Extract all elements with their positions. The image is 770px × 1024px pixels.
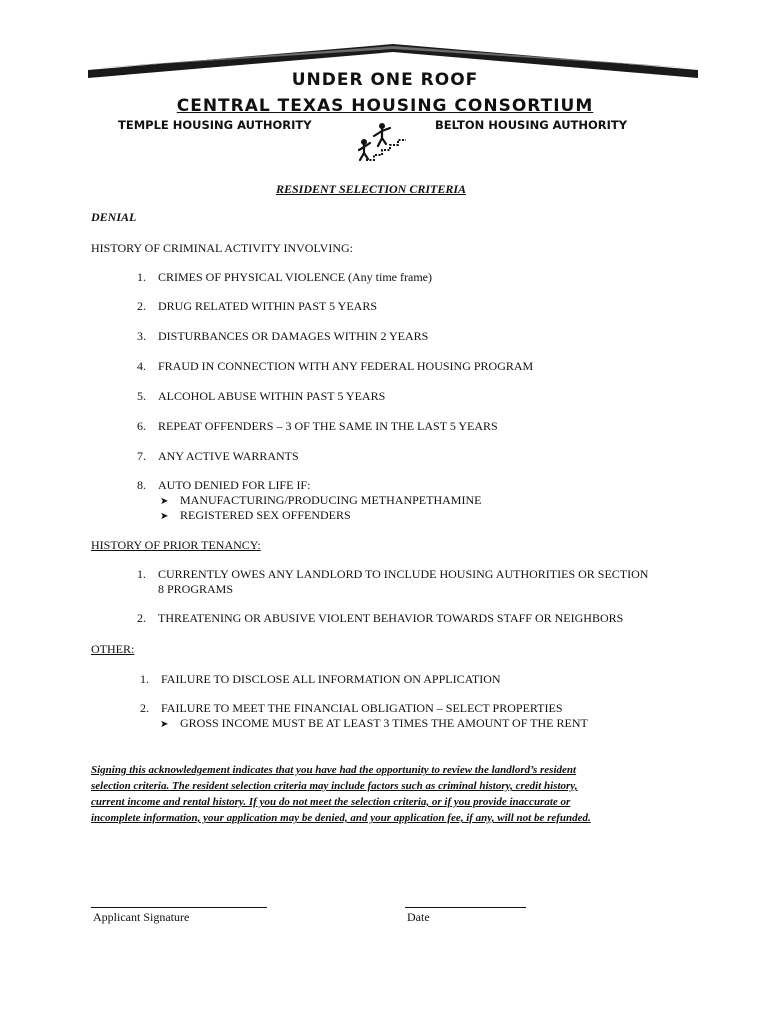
item-text: FRAUD IN CONNECTION WITH ANY FEDERAL HOUSING PROGRAM: [158, 359, 534, 373]
date-label: Date: [407, 910, 430, 924]
date-signature-line[interactable]: [405, 907, 526, 908]
item-number: 3.: [137, 329, 146, 343]
item-number: 4.: [137, 359, 146, 373]
acknowledgement-line: Signing this acknowledgement indicates that you have had the opportunity to review the landlord’s resident: [91, 764, 577, 776]
tenancy-history-heading: HISTORY OF PRIOR TENANCY:: [91, 538, 261, 552]
item-number: 5.: [137, 389, 146, 403]
acknowledgement-paragraph: [91, 762, 691, 826]
criminal-item: [137, 389, 697, 404]
item-number: 7.: [137, 449, 146, 463]
criminal-item: [137, 329, 697, 344]
document-title: RESIDENT SELECTION CRITERIA: [275, 182, 467, 196]
tenancy-item: [137, 611, 697, 626]
item-number: 2.: [140, 701, 149, 715]
item-number: 6.: [137, 419, 146, 433]
item-text: DRUG RELATED WITHIN PAST 5 YEARS: [158, 299, 378, 313]
criminal-history-heading: HISTORY OF CRIMINAL ACTIVITY INVOLVING:: [91, 241, 354, 255]
tenancy-item-continuation: 8 PROGRAMS: [158, 582, 234, 596]
item-text: CURRENTLY OWES ANY LANDLORD TO INCLUDE HOUSING AUTHORITIES OR SECTION: [158, 567, 649, 581]
acknowledgement-line: current income and rental history. If you do not meet the selection criteria, or if you provide inaccurate or: [91, 796, 571, 808]
item-number: 2.: [137, 611, 146, 625]
acknowledgement-line: selection criteria. The resident selection criteria may include factors such as criminal history, credit history,: [91, 780, 578, 792]
arrow-bullet-icon: ➤: [160, 496, 169, 507]
header-line2: CENTRAL TEXAS HOUSING CONSORTIUM: [176, 96, 594, 116]
bullet-item: [160, 508, 351, 523]
applicant-signature-label: Applicant Signature: [93, 910, 190, 924]
criminal-item: [137, 419, 697, 434]
criminal-item: [137, 478, 697, 493]
other-item: [140, 672, 700, 687]
temple-authority: TEMPLE HOUSING AUTHORITY: [118, 118, 312, 132]
other-item: [140, 701, 700, 716]
bullet-text: MANUFACTURING/PRODUCING METHANPETHAMINE: [180, 493, 482, 507]
item-number: 8.: [137, 478, 146, 492]
item-text: ALCOHOL ABUSE WITHIN PAST 5 YEARS: [158, 389, 386, 403]
other-heading: OTHER:: [91, 642, 135, 656]
bullet-text: REGISTERED SEX OFFENDERS: [180, 508, 351, 522]
criminal-item: [137, 270, 697, 285]
arrow-bullet-icon: ➤: [160, 511, 169, 522]
item-text: DISTURBANCES OR DAMAGES WITHIN 2 YEARS: [158, 329, 429, 343]
item-text: FAILURE TO MEET THE FINANCIAL OBLIGATION – SELECT PROPERTIES: [161, 701, 563, 715]
item-text: THREATENING OR ABUSIVE VIOLENT BEHAVIOR TOWARDS STAFF OR NEIGHBORS: [158, 611, 624, 625]
item-number: 1.: [140, 672, 149, 686]
item-text: CRIMES OF PHYSICAL VIOLENCE (Any time frame): [158, 270, 432, 284]
tenancy-item: [137, 567, 697, 582]
belton-authority: BELTON HOUSING AUTHORITY: [435, 118, 628, 132]
people-climbing-stairs-icon: [352, 122, 418, 164]
arrow-bullet-icon: ➤: [160, 719, 169, 730]
denial-heading: DENIAL: [91, 210, 137, 224]
item-text: AUTO DENIED FOR LIFE IF:: [158, 478, 311, 492]
criminal-item: [137, 299, 697, 314]
header-line1: UNDER ONE ROOF: [291, 70, 479, 90]
applicant-signature-line[interactable]: [91, 907, 267, 908]
item-number: 2.: [137, 299, 146, 313]
bullet-item: [160, 716, 588, 731]
acknowledgement-line: incomplete information, your application may be denied, and your application fee, if any, will not be refunded.: [91, 812, 591, 824]
item-text: REPEAT OFFENDERS – 3 OF THE SAME IN THE LAST 5 YEARS: [158, 419, 498, 433]
bullet-item: [160, 493, 481, 508]
item-text: FAILURE TO DISCLOSE ALL INFORMATION ON APPLICATION: [161, 672, 501, 686]
criminal-item: [137, 449, 697, 464]
criminal-item: [137, 359, 697, 374]
bullet-text: GROSS INCOME MUST BE AT LEAST 3 TIMES THE AMOUNT OF THE RENT: [180, 716, 588, 730]
item-number: 1.: [137, 567, 146, 581]
item-text: ANY ACTIVE WARRANTS: [158, 449, 299, 463]
item-number: 1.: [137, 270, 146, 284]
